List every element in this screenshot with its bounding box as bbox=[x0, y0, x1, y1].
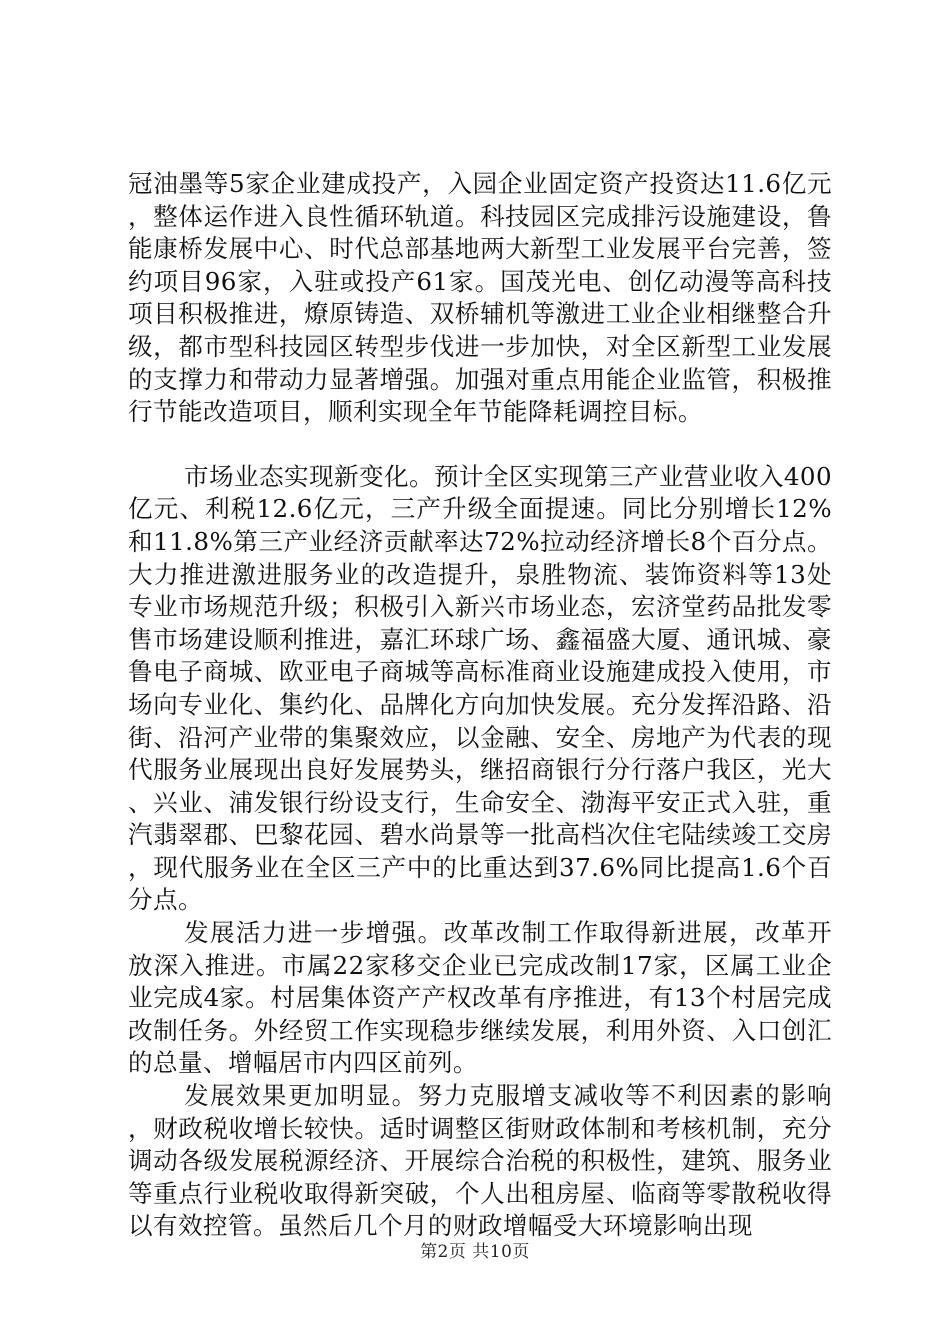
paragraph-development-vitality: 发展活力进一步增强。改革改制工作取得新进展，改革开放深入推进。市属22家移交企业已完成改制17家，区属工业企业完成4家。村居集体资产产权改革有序推进，有13个村居完成改制任务。外经贸工作实现稳步继续发展，利用外资、入口创汇的总量、增幅居市内四区前列。 bbox=[128, 918, 832, 1078]
document-body bbox=[128, 168, 832, 1243]
page-number-footer: 第2页 共10页 bbox=[420, 1242, 530, 1262]
paragraph-development-results: 发展效果更加明显。努力克服增支减收等不利因素的影响，财政税收增长较快。适时调整区街财政体制和考核机制，充分调动各级发展税源经济、开展综合治税的积极性，建筑、服务业等重点行业税收取得新突破，个人出租房屋、临商等零散税收得以有效控管。虽然后几个月的财政增幅受大环境影响出现 bbox=[128, 1081, 832, 1241]
paragraph-industrial-parks: 冠油墨等5家企业建成投产，入园企业固定资产投资达11.6亿元，整体运作进入良性循环轨道。科技园区完成排污设施建设，鲁能康桥发展中心、时代总部基地两大新型工业发展平台完善，签约项目96家，入驻或投产61家。国茂光电、创亿动漫等高科技项目积极推进，燎原铸造、双桥辅机等激进工业企业相继整合升级，都市型科技园区转型步伐进一步加快，对全区新型工业发展的支撑力和带动力显著增强。加强对重点用能企业监管，积极推行节能改造项目，顺利实现全年节能降耗调控目标。 bbox=[128, 169, 832, 427]
paragraph-market-formats: 市场业态实现新变化。预计全区实现第三产业营业收入400亿元、利税12.6亿元，三产升级全面提速。同比分别增长12%和11.8%第三产业经济贡献率达72%拉动经济增长8个百分点。大力推进激进服务业的改造提升，泉胜物流、装饰资料等13处专业市场规范升级；积极引入新兴市场业态，宏济堂药品批发零售市场建设顺利推进，嘉汇环球广场、鑫福盛大厦、通讯城、豪鲁电子商城、欧亚电子商城等高标准商业设施建成投入使用，市场向专业化、集约化、品牌化方向加快发展。充分发挥沿路、沿街、沿河产业带的集聚效应，以金融、安全、房地产为代表的现代服务业展现出良好发展势头，继招商银行分行落户我区，光大、兴业、浦发银行纷设支行，生命安全、渤海平安正式入驻，重汽翡翠郡、巴黎花园、碧水尚景等一批高档次住宅陆续竣工交房，现代服务业在全区三产中的比重达到37.6%同比提高1.6个百分点。 bbox=[128, 461, 832, 915]
